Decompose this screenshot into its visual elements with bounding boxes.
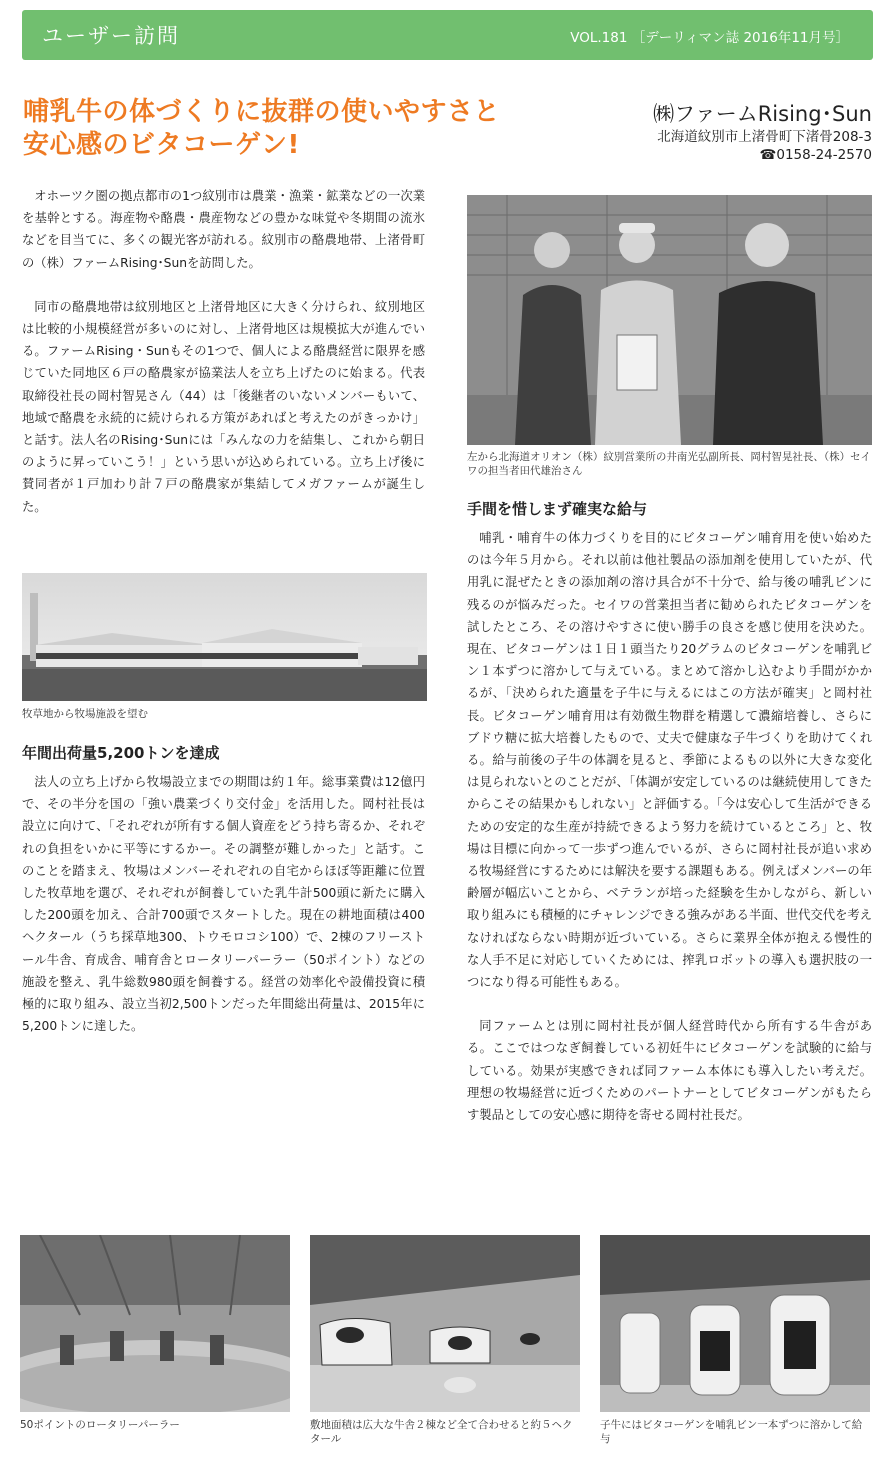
calf-hutch-photo — [600, 1235, 870, 1412]
paragraph: 法人の立ち上げから牧場設立までの期間は約１年。総事業費は12億円で、その半分を国の「強い農業づくり交付金」を活用した。岡村社長は設立に向けて、「それぞれが所有する個人資産をどう持ち寄るか、それぞれの負担をいかに平等にするかー。その調整が難しかった」と話す。このことを踏まえ、牧場はメンバーそれぞれの自宅からほぼ等距離に位置した牧草地を選び、それぞれが飼養していた乳牛計500頭に新たに購入した200頭を加え、合計700頭でスタートした。現在の耕地面積は400ヘクタール（うち採草地300、トウモロコシ100）で、2棟のフリーストール牛舎、育成舎、哺育舎とロータリーパーラー（50ポイント）などの施設を整え、乳牛総数980頭を飼養する。経営の効率化や設備投資に積極的に取り組み、設立当初2,500トンだった年間総出荷量は、2015年に5,200トンに達した。 — [22, 775, 425, 1034]
paragraph: 同市の酪農地帯は紋別地区と上渚骨地区に大きく分けられ、紋別地区は比較的小規模経営が多いのに対し、上渚骨地区は規模拡大が進んでいる。ファームRising・Sunもその1つで、個人による酪農経営に限界を感じていた同地区６戸の酪農家が協業法人を立ち上げたのに始まる。代表取締役社長の岡村智晃さん（44）は「後継者のいないメンバーもいて、地域で酪農を永続的に続けられる方策があればと考えたのがきっかけ」と話す。法人名のRising･Sunには「みんなの力を結集し、これから朝日のように昇っていこう！」という思いが込められている。立ち上げ後に賛同者が１戸加わり計７戸の酪農家が集結してメガファームが誕生した。 — [22, 299, 425, 514]
paragraph: 哺乳・哺育牛の体力づくりを目的にビタコーゲン哺育用を使い始めたのは今年５月から。それ以前は他社製品の添加剤を使用していたが、代用乳に混ぜたときの添加剤の溶け具合が不十分で、給与後の哺乳ビンに残るのが悩みだった。セイワの営業担当者に勧められたビタコーゲンを試したところ、その溶けやすさに使い勝手の良さを感じ使用を決めた。現在、ビタコーゲンは１日１頭当たり20グラムのビタコーゲンを哺乳ビン１本ずつに溶かして与えている。まとめて溶かし込むより手間がかかるが、「決められた適量を子牛に与えるにはこの方法が確実」と岡村社長。ビタコーゲン哺育用は有効微生物群を精選して濃縮培養し、さらにブドウ糖に拡大培養したもので、丈夫で健康な子牛づくりを助けてくれる。給与前後の子牛の体調を見ると、季節によるもの以外に大きな変化は見られないとのことだが、「体調が安定しているのは継続使用してきたからこその結果かもしれない」と評価する。「今は安心して生活ができるための安定的な生産が持続できるよう努力を続けているところ」と、牧場は目標に向かって一歩ずつ進んでいるが、さらに岡村社長が追い求める牧場経営にするためには解決を要する課題もある。例えばメンバーの年齢層が幅広いことから、ベテランが培った経験を生かしながら、新しい取り組みにも積極的にチャレンジできる強みがある半面、世代交代を考えなければならない時期が近づいている。さらに業界全体が抱える慢性的な人手不足に対応していくためには、搾乳ロボットの導入も選択肢の一つになり得る可能性もある。 — [467, 531, 872, 990]
people-photo — [467, 195, 872, 445]
company-address: 北海道紋別市上渚骨町下渚骨208-3 — [657, 129, 872, 145]
paragraph: オホーツク圏の拠点都市の1つ紋別市は農業・漁業・鉱業などの一次業を基幹とする。海産物や酪農・農産物などの豊かな味覚や冬期間の流氷などを目当てに、多くの観光客が訪れる。紋別市の酪農地帯、上渚骨町の（株）ファームRising･Sunを訪問した。 — [22, 189, 425, 270]
people-photo-caption: 左から北海道オリオン（株）紋別営業所の井南光弘副所長、岡村智晃社長、（株）セイワの担当者田代雄治さん — [467, 451, 871, 477]
bottom-caption-2: 敷地面積は広大な牛舎２棟など全て合わせると約５ヘクタール — [310, 1419, 573, 1445]
left-body-text — [22, 771, 425, 1037]
bottom-caption-1: 50ポイントのロータリーパーラー — [20, 1419, 180, 1431]
section-heading: 手間を惜しまず確実な給与 — [467, 500, 648, 518]
section-heading: 年間出荷量5,200トンを達成 — [22, 744, 220, 762]
headline-line-2: 安心感のビタコーゲン! — [23, 130, 300, 160]
rotary-parlor-photo — [20, 1235, 290, 1412]
farm-buildings-photo — [22, 573, 427, 701]
headline-line-1: 哺乳牛の体づくりに抜群の使いやすさと — [23, 97, 501, 127]
company-phone: ☎0158-24-2570 — [759, 147, 872, 163]
header-bar — [22, 10, 873, 60]
section-label: ユーザー訪問 — [42, 24, 180, 48]
paragraph: 同ファームとは別に岡村社長が個人経営時代から所有する牛舎がある。ここではつなぎ飼養している初妊牛にビタコーゲンを試験的に給与している。効果が実感できれば同ファーム本体にも導入したい考えだ。理想の牧場経営に近づくためのパートナーとしてビタコーゲンがもたらす製品としての安心感に期待を寄せる岡村社長だ。 — [467, 1019, 872, 1123]
article-headline — [23, 96, 623, 162]
left-intro-text — [22, 185, 425, 518]
company-info — [653, 98, 872, 164]
right-body-text — [467, 527, 872, 1126]
barn-photo — [310, 1235, 580, 1412]
company-name: ㈱ファームRising･Sun — [653, 102, 872, 126]
issue-info: VOL.181 ［デーリィマン誌 2016年11月号］ — [570, 30, 849, 46]
bottom-caption-3: 子牛にはビタコーゲンを哺乳ビン一本ずつに溶かして給与 — [600, 1419, 863, 1445]
farm-photo-caption: 牧草地から牧場施設を望む — [22, 708, 148, 720]
